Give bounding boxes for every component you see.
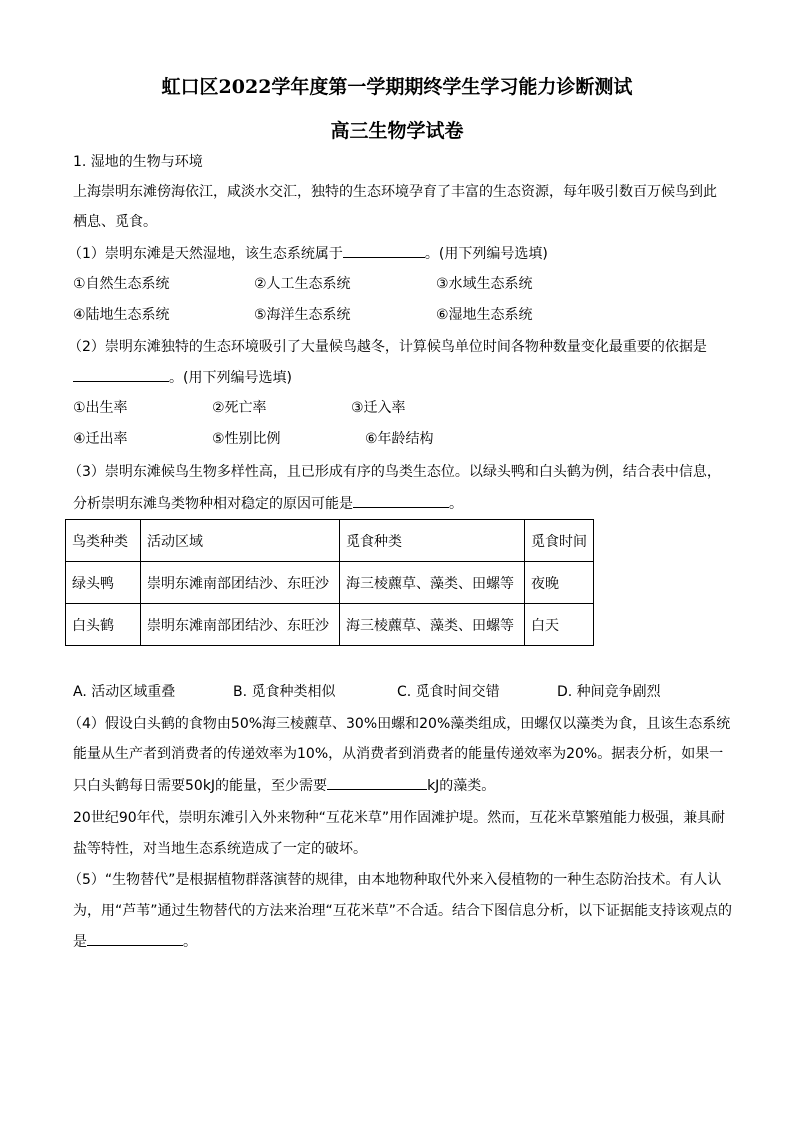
part3-choice-b[interactable]: B. 觅食种类相似 <box>233 684 336 700</box>
exam-subtitle: 高三生物学试卷 <box>330 120 464 142</box>
part2-option: ②死亡率 <box>212 400 267 416</box>
part3-prompt-line-2 <box>73 493 463 514</box>
part1-text-after: 。(用下列编号选填) <box>424 246 548 262</box>
part1-option: ①自然生态系统 <box>73 276 170 292</box>
table-header-cell: 觅食时间 <box>525 520 594 562</box>
part4-answer-blank[interactable] <box>327 775 427 790</box>
part2-option: ③迁入率 <box>351 400 406 416</box>
part5-answer-blank[interactable] <box>87 931 183 946</box>
part3-text-before: 分析崇明东滩鸟类物种相对稳定的原因可能是 <box>73 496 353 512</box>
table-cell: 白天 <box>525 604 594 646</box>
table-cell: 夜晚 <box>525 562 594 604</box>
table-header-row <box>66 520 594 562</box>
part4-prompt-line-2: 能量从生产者到消费者的传递效率为10%，从消费者到消费者的能量传递效率为20%。据表分析，如果一 <box>73 746 724 762</box>
table-cell: 海三棱藨草、藻类、田螺等 <box>340 562 525 604</box>
part5-prompt-line-1: （5）“生物替代”是根据植物群落演替的规律，由本地物种取代外来入侵植物的一种生态防治技术。有人认 <box>68 872 722 888</box>
table-cell: 海三棱藨草、藻类、田螺等 <box>340 604 525 646</box>
part4-prompt-line-1: （4）假设白头鹤的食物由50%海三棱藨草、30%田螺和20%藻类组成，田螺仅以藻类为食，且该生态系统 <box>68 716 731 732</box>
part5-text-before: 是 <box>73 934 87 950</box>
part2-option: ⑥年龄结构 <box>365 431 434 447</box>
intro-line-2: 栖息、觅食。 <box>73 214 157 230</box>
part4-prompt-line-3 <box>73 775 495 796</box>
part1-option: ⑥湿地生态系统 <box>436 307 533 323</box>
part1-text-before: （1）崇明东滩是天然湿地，该生态系统属于 <box>68 246 343 262</box>
part1-option: ④陆地生态系统 <box>73 307 170 323</box>
table-row <box>66 562 594 604</box>
context-line-1: 20世纪90年代，崇明东滩引入外来物种“互花米草”用作固滩护堤。然而，互花米草繁殖能力极强，兼具耐 <box>73 810 726 826</box>
bird-niche-table <box>65 519 594 646</box>
part3-answer-blank[interactable] <box>353 493 449 508</box>
part5-prompt-line-3 <box>73 931 197 952</box>
part2-option: ⑤性别比例 <box>212 431 281 447</box>
part1-answer-blank[interactable] <box>343 243 425 258</box>
table-row <box>66 604 594 646</box>
part4-text-after: kJ的藻类。 <box>427 778 496 794</box>
part2-prompt-line-2 <box>73 367 292 388</box>
part3-choice-a[interactable]: A. 活动区域重叠 <box>73 684 176 700</box>
part3-prompt-line-1: （3）崇明东滩候鸟生物多样性高，且已形成有序的鸟类生态位。以绿头鸭和白头鹤为例，结合表中信息， <box>68 464 721 480</box>
part2-option: ①出生率 <box>73 400 128 416</box>
part2-option: ④迁出率 <box>73 431 128 447</box>
part4-text-before: 只白头鹤每日需要50kJ的能量，至少需要 <box>73 778 328 794</box>
part3-choice-c[interactable]: C. 觅食时间交错 <box>397 684 500 700</box>
part5-prompt-line-2: 为，用“芦苇”通过生物替代的方法来治理“互花米草”不合适。结合下图信息分析，以下证据能支持该观点的 <box>73 903 733 919</box>
table-cell: 崇明东滩南部团结沙、东旺沙 <box>141 562 340 604</box>
question-heading: 1. 湿地的生物与环境 <box>73 154 203 170</box>
part1-option: ⑤海洋生态系统 <box>254 307 351 323</box>
part5-text-after: 。 <box>183 934 197 950</box>
table-header-cell: 觅食种类 <box>340 520 525 562</box>
part1-prompt <box>68 243 548 264</box>
part1-option: ③水域生态系统 <box>436 276 533 292</box>
table-header-cell: 活动区域 <box>141 520 340 562</box>
table-cell: 白头鹤 <box>66 604 141 646</box>
part3-choice-d[interactable]: D. 种间竞争剧烈 <box>557 684 661 700</box>
part2-prompt-line-1: （2）崇明东滩独特的生态环境吸引了大量候鸟越冬，计算候鸟单位时间各物种数量变化最重要的依据是 <box>68 339 707 355</box>
context-line-2: 盐等特性，对当地生态系统造成了一定的破坏。 <box>73 841 367 857</box>
intro-line-1: 上海崇明东滩傍海依江，咸淡水交汇，独特的生态环境孕育了丰富的生态资源，每年吸引数百万候鸟到此 <box>73 184 717 200</box>
table-cell: 绿头鸭 <box>66 562 141 604</box>
exam-title: 虹口区2022学年度第一学期期终学生学习能力诊断测试 <box>161 76 633 98</box>
part1-option: ②人工生态系统 <box>254 276 351 292</box>
part3-text-after: 。 <box>449 496 463 512</box>
part2-text-after: 。(用下列编号选填) <box>169 370 292 386</box>
table-header-cell: 鸟类种类 <box>66 520 141 562</box>
part2-answer-blank[interactable] <box>73 367 169 382</box>
table-cell: 崇明东滩南部团结沙、东旺沙 <box>141 604 340 646</box>
